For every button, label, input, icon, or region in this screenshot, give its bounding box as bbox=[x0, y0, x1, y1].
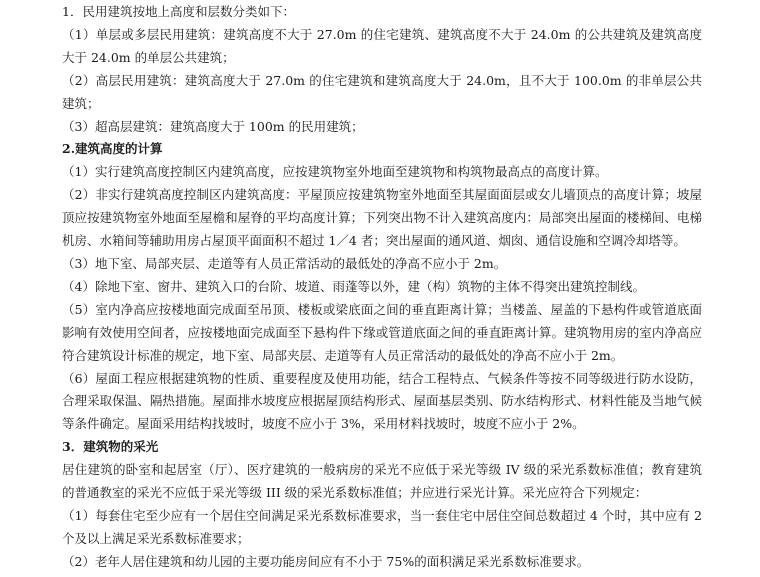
section-heading-2: 2.建筑高度的计算 bbox=[62, 141, 163, 157]
paragraph-2-1: （1）实行建筑高度控制区内建筑高度，应按建筑物室外地面至建筑物和构筑物最高点的高度计算。 bbox=[62, 164, 608, 180]
section-heading-1: 1．民用建筑按地上高度和层数分类如下： bbox=[62, 4, 295, 19]
paragraph-2-4: （4）除地下室、窗井、建筑入口的台阶、坡道、雨蓬等以外，建（构）筑物的主体不得突出建筑控制线。 bbox=[62, 278, 645, 294]
paragraph-2-3: （3）地下室、局部夹层、走道等有人员正常活动的最低处的净高不应小于 2m。 bbox=[62, 255, 507, 271]
paragraph-3-1: （1）每套住宅至少应有一个居住空间满足采光系数标准要求，当一套住宅中居住空间总数超过 4 个时，其中应有 2 个及以上满足采光系数标准要求； bbox=[62, 507, 702, 546]
paragraph-1-1: （1）单层或多层民用建筑：建筑高度不大于 27.0m 的住宅建筑、建筑高度不大于 24.0m 的公共建筑及建筑高度大于 24.0m 的单层公共建筑； bbox=[62, 26, 702, 65]
paragraph-1-3: （3）超高层建筑：建筑高度大于 100m 的民用建筑； bbox=[62, 118, 364, 134]
paragraph-1-2: （2）高层民用建筑：建筑高度大于 27.0m 的住宅建筑和建筑高度大于 24.0m，且不大于 100.0m 的非单层公共建筑； bbox=[62, 72, 702, 111]
paragraph-2-6: （6）屋面工程应根据建筑物的性质、重要程度及使用功能，结合工程特点、气候条件等按不同等级进行防水设防，合理采取保温、隔热措施。屋面排水坡度应根据屋顶结构形式、屋面基层类别、防水结构形式、材料性能及当地气候等条件确定。屋面采用结构找坡时，坡度不应小于 3%，采用材料找坡时，坡度不应小于 2%。 bbox=[62, 370, 702, 432]
paragraph-2-5: （5）室内净高应按楼地面完成面至吊顶、楼板或梁底面之间的垂直距离计算；当楼盖、屋盖的下悬构件或管道底面影响有效使用空间者，应按楼地面完成面至下悬构件下缘或管道底面之间的垂直距离计算。建筑物用房的室内净高应符合建筑设计标准的规定，地下室、局部夹层、走道等有人员正常活动的最低处的净高不应小于 2m。 bbox=[62, 301, 702, 363]
section-heading-3: 3．建筑物的采光 bbox=[62, 439, 159, 455]
document-body bbox=[62, 1, 702, 574]
paragraph-2-2: （2）非实行建筑高度控制区内建筑高度：平屋顶应按建筑物室外地面至其屋面面层或女儿墙顶点的高度计算；坡屋顶应按建筑物室外地面至屋檐和屋脊的平均高度计算；下列突出物不计入建筑高度内：局部突出屋面的楼梯间、电梯机房、水箱间等辅助用房占屋顶平面面积不超过 1／4 者；突出屋面的通风道、烟囱、通信设施和空调冷却塔等。 bbox=[62, 187, 702, 249]
paragraph-3-intro: 居住建筑的卧室和起居室（厅）、医疗建筑的一般病房的采光不应低于采光等级 IV 级的采光系数标准值；教育建筑的普通教室的采光不应低于采光等级 III 级的采光系数标准值；并应进行采光计算。采光应符合下列规定： bbox=[62, 462, 702, 501]
paragraph-3-2: （2）老年人居住建筑和幼儿园的主要功能房间应有不小于 75%的面积满足采光系数标准要求。 bbox=[62, 553, 590, 569]
